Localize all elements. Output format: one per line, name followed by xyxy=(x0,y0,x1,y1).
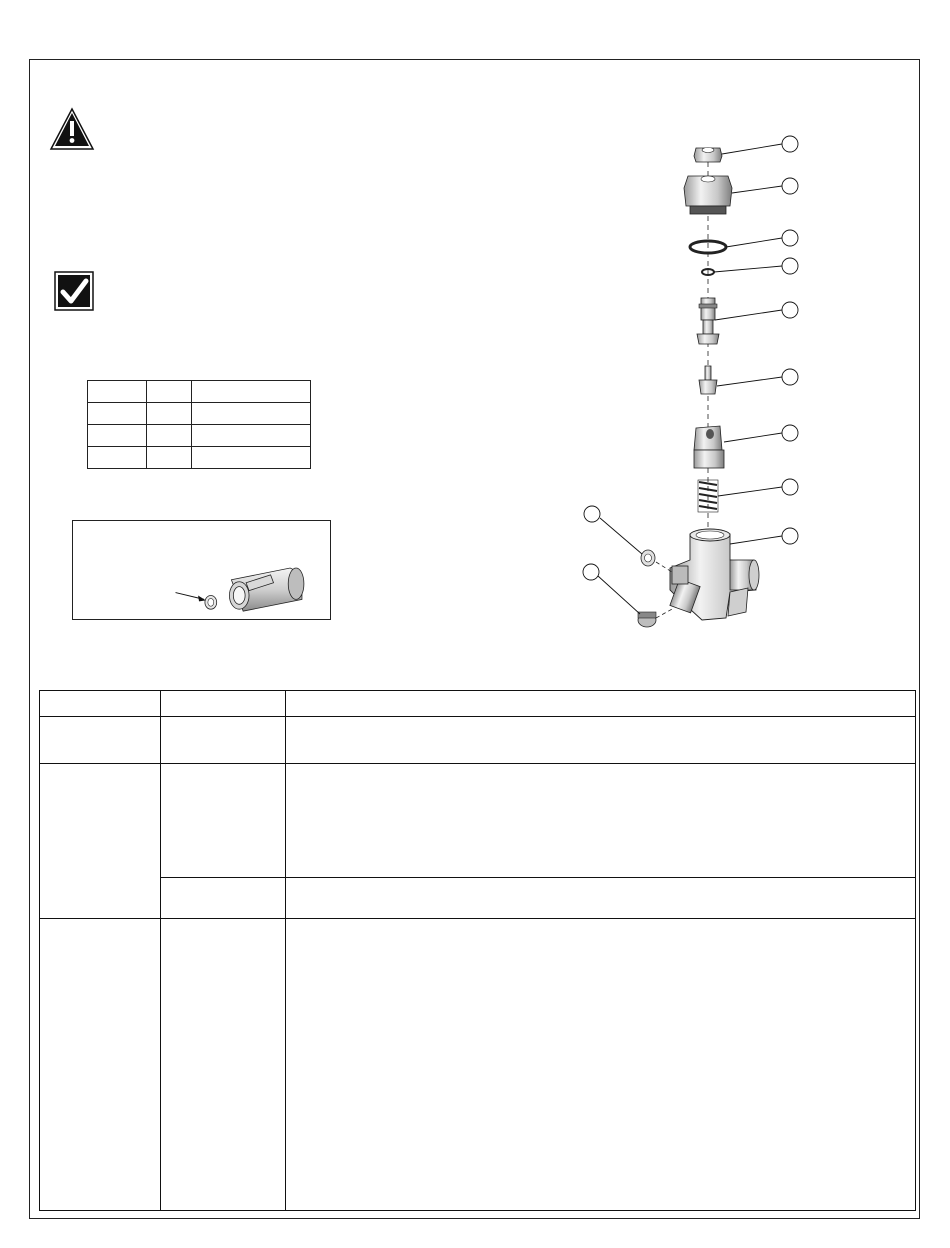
spec-cell xyxy=(88,403,147,425)
spec-cell xyxy=(147,425,192,447)
spec-cell xyxy=(147,447,192,469)
spec-row xyxy=(88,447,311,469)
table-cell xyxy=(286,919,916,1211)
valve-outlet-seal-icon xyxy=(73,521,330,619)
table-cell xyxy=(40,764,161,919)
spec-cell xyxy=(192,403,311,425)
unloader-valve-exploded-view-icon xyxy=(570,130,820,650)
table-cell xyxy=(161,717,286,764)
table-cell xyxy=(40,919,161,1211)
table-row xyxy=(40,878,916,919)
table-cell xyxy=(161,764,286,878)
table-cell xyxy=(286,878,916,919)
header-cell xyxy=(161,691,286,717)
exploded-part xyxy=(699,366,717,394)
exploded-part xyxy=(641,550,655,566)
exploded-part xyxy=(698,480,718,512)
spec-row xyxy=(88,403,311,425)
spec-cell xyxy=(192,425,311,447)
table-row xyxy=(40,919,916,1211)
table-header-row xyxy=(40,691,916,717)
spec-cell xyxy=(192,447,311,469)
table-cell xyxy=(40,717,161,764)
header-cell xyxy=(286,691,916,717)
header-cell xyxy=(40,691,161,717)
spec-row xyxy=(88,381,311,403)
exploded-part xyxy=(670,529,759,620)
table-cell xyxy=(286,717,916,764)
exploded-part xyxy=(694,148,722,163)
table-row xyxy=(40,764,916,878)
spec-cell xyxy=(88,447,147,469)
spec-cell xyxy=(88,425,147,447)
spec-cell xyxy=(147,403,192,425)
troubleshooting-table xyxy=(39,690,916,1211)
spec-table xyxy=(87,380,311,469)
spec-cell xyxy=(88,381,147,403)
exploded-part xyxy=(684,176,732,214)
spec-row xyxy=(88,425,311,447)
table-cell xyxy=(286,764,916,878)
exploded-part xyxy=(697,298,719,344)
table-cell xyxy=(161,919,286,1211)
table-cell xyxy=(161,878,286,919)
exploded-part xyxy=(638,612,656,627)
spec-cell xyxy=(147,381,192,403)
spec-cell xyxy=(192,381,311,403)
exploded-part xyxy=(694,426,724,468)
warning-triangle-icon xyxy=(49,107,95,151)
inset-illustration xyxy=(72,520,331,620)
table-row xyxy=(40,717,916,764)
checkmark-box-icon xyxy=(54,271,94,311)
